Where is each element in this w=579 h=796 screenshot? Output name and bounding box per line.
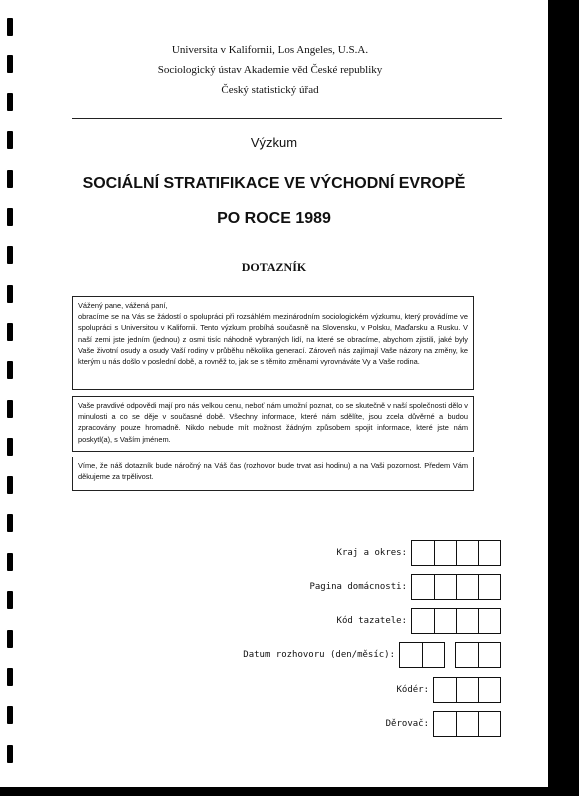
coder-boxes[interactable] (433, 677, 501, 703)
institutions-header (120, 40, 420, 100)
page-title-line2: PO ROCE 1989 (217, 210, 331, 227)
interview-date-label: Datum rozhovoru (den/měsíc): (243, 650, 395, 660)
intro-paragraph-3: Víme, že náš dotazník bude náročný na Váš čas (rozhovor bude trvat asi hodinu) a na Vaši pozornost. Předem Vám děkujeme za trpělivost. (78, 461, 468, 482)
region-boxes[interactable] (411, 540, 501, 566)
region-field (337, 540, 501, 566)
intro-paragraph-2: Vaše pravdivé odpovědi mají pro nás velkou cenu, neboť nám umožní poznat, co se skutečně v naší společnosti dělo v minulosti a co se děje v současné době. Všechny informace, které nám sdělíte, jsou zcela důvěrné a budou zpracovány pouze hromadně. Nikdo nebude mít možnost žádným způsobem spojit informace, které jste nám poskytl(a), s Vaším jménem. (78, 401, 468, 444)
interviewer-code-label: Kód tazatele: (336, 616, 407, 626)
page-household-label: Pagina domácnosti: (309, 582, 407, 592)
institution-ucla: Universita v Kalifornii, Los Angeles, U.S.A. (171, 44, 369, 56)
institution-statistics: Český statistický úřad (221, 84, 319, 96)
confidentiality-box (72, 396, 474, 452)
coder-field (396, 677, 501, 703)
thanks-box (72, 457, 474, 491)
intro-paragraph-1: obracíme se na Vás se žádostí o spolupráci při rozsáhlém mezinárodním sociologickém výzkumu, který provádíme ve spolupráci s Universitou v Kalifornii. Tento výzkum probíhá současně na Slovensku, v Polsku, Maďarsku a Rusku. V naší zemi jste jedním (jednou) z osmi tisíc náhodně vybraných lidí, na které se obracíme, abychom zjistili, jaké byly Vaše životní osudy a osudy Vaší rodiny v průběhu několika generací. Zároveň nás zajímají Vaše názory na změny, ke kterým u nás došlo v poslední době, a rovněž to, jak se s těmito změnami vyrovnáváte Vy a Vaše rodina. (78, 312, 468, 367)
binding-holes (7, 0, 15, 796)
scan-edge-bottom (0, 787, 579, 796)
region-label: Kraj a okres: (336, 548, 407, 558)
page-title-line1: SOCIÁLNÍ STRATIFIKACE VE VÝCHODNÍ EVROPĚ (82, 175, 466, 192)
page-household-boxes[interactable] (411, 574, 501, 600)
keypuncher-label: Děrovač: (385, 719, 429, 729)
greeting: Vážený pane, vážená paní, (78, 301, 168, 310)
interviewer-code-field (337, 608, 501, 634)
keypuncher-field (386, 711, 501, 737)
intro-box (72, 296, 474, 390)
interviewer-code-boxes[interactable] (411, 608, 501, 634)
coder-label: Kódér: (396, 685, 429, 695)
interview-day-boxes[interactable] (399, 642, 445, 668)
document-type: DOTAZNÍK (241, 260, 307, 274)
header-divider (72, 118, 502, 119)
institution-sociology: Sociologický ústav Akademie věd České republiky (157, 64, 383, 76)
interview-month-boxes[interactable] (455, 642, 501, 668)
scan-edge-right (548, 0, 579, 796)
page-household-field (309, 574, 501, 600)
research-label: Výzkum (250, 135, 298, 150)
keypuncher-boxes[interactable] (433, 711, 501, 737)
interview-date-field (243, 642, 501, 668)
